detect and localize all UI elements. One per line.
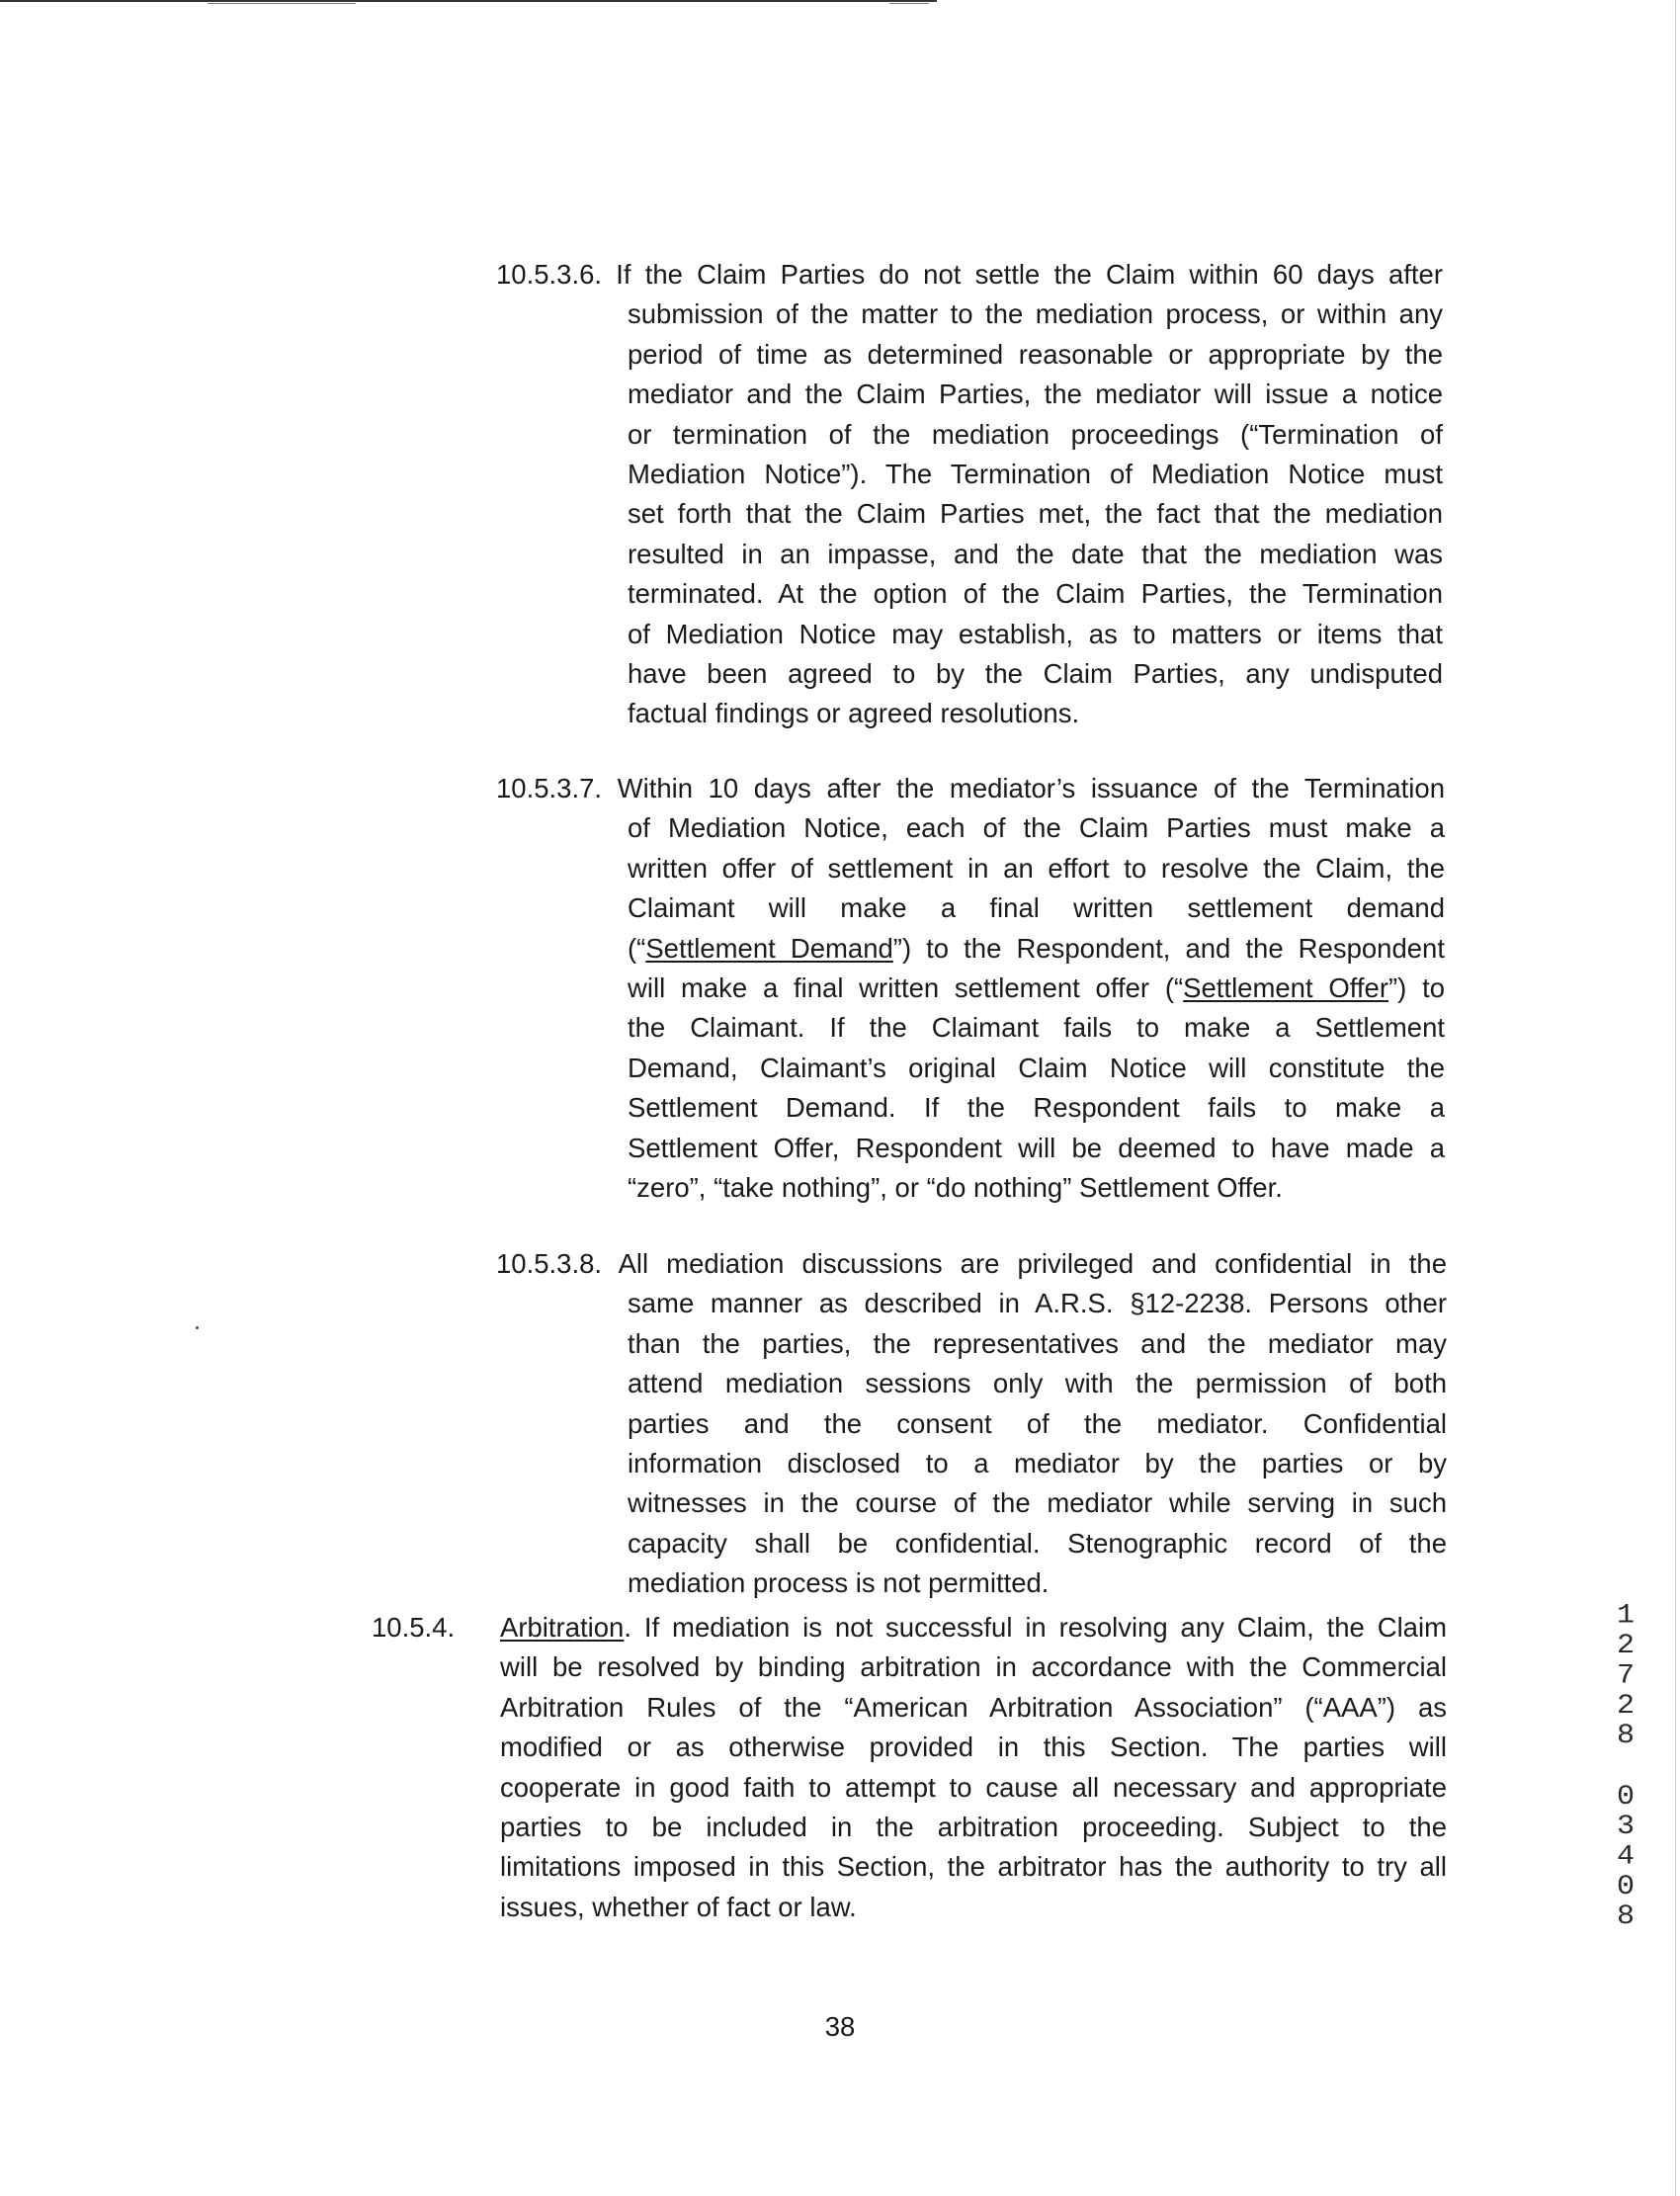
top-scan-rule-dash [889, 3, 929, 4]
section-line: Settlement Demand. If the Respondent fails to make a [628, 1092, 1445, 1124]
section-line: Demand, Claimant’s original Claim Notice will constitute the [628, 1052, 1445, 1083]
section-line: set forth that the Claim Parties met, the fact that the mediation [628, 498, 1443, 530]
section-number: 10.5.4. [372, 1612, 456, 1643]
section-line-with-defined-term: (“Settlement Demand”) to the Respondent, and the Respondent [628, 932, 1445, 964]
section-number: 10.5.3.6. [496, 259, 603, 290]
section-10-5-3-8 [496, 1244, 1447, 1604]
section-body [628, 1284, 1447, 1603]
stamp-digit: 7 [1616, 1660, 1635, 1692]
top-scan-rule-dash [208, 3, 356, 4]
section-line: or termination of the mediation proceedings (“Termination of [628, 418, 1443, 450]
stamp-digit: 4 [1616, 1841, 1635, 1873]
defined-term-settlement-demand: Settlement Demand [645, 932, 893, 964]
section-heading: Arbitration [500, 1612, 625, 1643]
section-line: parties and the consent of the mediator. Confidential [628, 1407, 1447, 1439]
stamp-digit: 8 [1616, 1901, 1635, 1933]
page-right-edge [1675, 0, 1676, 2196]
section-line: modified or as otherwise provided in this Section. The parties will [500, 1731, 1447, 1763]
section-line: witnesses in the course of the mediator while serving in such [628, 1487, 1447, 1519]
stamp-digit: 8 [1616, 1721, 1635, 1752]
page-number: 38 [824, 2011, 856, 2042]
section-line: resulted in an impasse, and the date that the mediation was [628, 538, 1443, 569]
section-line: terminated. At the option of the Claim Parties, the Termination [628, 578, 1443, 610]
section-line: parties to be included in the arbitration proceeding. Subject to the [500, 1812, 1447, 1843]
top-scan-rule [0, 0, 937, 2]
section-line: period of time as determined reasonable or appropriate by the [628, 338, 1443, 370]
stamp-digits-top [1611, 1602, 1640, 1752]
stamp-digit: 3 [1616, 1812, 1635, 1843]
section-line: same manner as described in A.R.S. §12-2238. Persons other [628, 1288, 1447, 1319]
section-number: 10.5.3.8. [496, 1248, 603, 1279]
section-line: issues, whether of fact or law. [500, 1891, 857, 1922]
section-line: of Mediation Notice, each of the Claim Parties must make a [628, 812, 1445, 844]
section-line: Arbitration Rules of the “American Arbitration Association” (“AAA”) as [500, 1691, 1447, 1723]
section-line: Mediation Notice”). The Termination of Mediation Notice must [628, 459, 1443, 490]
section-line: Arbitration. If mediation is not successful in resolving any Claim, the Claim [500, 1612, 1447, 1643]
section-line: information disclosed to a mediator by the parties or by [628, 1448, 1447, 1479]
section-body [628, 808, 1445, 1208]
section-line: mediation process is not permitted. [628, 1567, 1050, 1599]
scan-speck [196, 1326, 199, 1329]
stamp-digit: 2 [1616, 1631, 1635, 1662]
section-10-5-3-7 [496, 769, 1445, 1208]
section-line: capacity shall be confidential. Stenographic record of the [628, 1527, 1447, 1559]
section-line: written offer of settlement in an effort to resolve the Claim, the [628, 852, 1445, 884]
section-body [500, 1608, 1447, 1927]
recording-number-stamp [1611, 1602, 1640, 1933]
section-line: 10.5.3.6. If the Claim Parties do not settle the Claim within 60 days after [496, 259, 1444, 290]
section-number: 10.5.3.7. [496, 773, 603, 803]
defined-term-settlement-offer: Settlement Offer [1183, 972, 1388, 1004]
section-line-with-defined-term: will make a final written settlement offer (“Settlement Offer”) to [628, 972, 1446, 1004]
section-line: “zero”, “take nothing”, or “do nothing” Settlement Offer. [628, 1172, 1283, 1204]
stamp-digit: 0 [1616, 1781, 1635, 1813]
section-line: the Claimant. If the Claimant fails to make a Settlement [628, 1012, 1445, 1044]
stamp-digits-bottom [1611, 1783, 1640, 1933]
stamp-digit: 1 [1616, 1600, 1635, 1632]
section-line: limitations imposed in this Section, the arbitrator has the authority to try all [500, 1851, 1447, 1883]
section-10-5-4 [372, 1608, 1447, 1927]
section-line: factual findings or agreed resolutions. [628, 698, 1080, 729]
stamp-digit: 0 [1616, 1871, 1635, 1903]
section-line: submission of the matter to the mediation process, or within any [628, 298, 1443, 330]
stamp-gap [1611, 1751, 1640, 1782]
section-line: than the parties, the representatives and the mediator may [628, 1327, 1447, 1359]
section-line: Settlement Offer, Respondent will be deemed to have made a [628, 1132, 1445, 1163]
section-line: mediator and the Claim Parties, the mediator will issue a notice [628, 379, 1443, 410]
section-line: will be resolved by binding arbitration in accordance with the Commercial [500, 1651, 1447, 1683]
section-line: attend mediation sessions only with the permission of both [628, 1368, 1447, 1399]
section-10-5-3-6 [496, 255, 1443, 734]
section-line: Claimant will make a final written settlement demand [628, 892, 1445, 924]
section-body [628, 295, 1443, 733]
section-line: cooperate in good faith to attempt to cause all necessary and appropriate [500, 1771, 1447, 1803]
stamp-digit: 2 [1616, 1690, 1635, 1722]
section-line: 10.5.3.7. Within 10 days after the mediator’s issuance of the Termination [496, 773, 1446, 803]
section-line: have been agreed to by the Claim Parties, any undisputed [628, 658, 1443, 690]
section-line: 10.5.3.8. All mediation discussions are privileged and confidential in the [496, 1248, 1447, 1279]
section-line: of Mediation Notice may establish, as to matters or items that [628, 618, 1443, 649]
